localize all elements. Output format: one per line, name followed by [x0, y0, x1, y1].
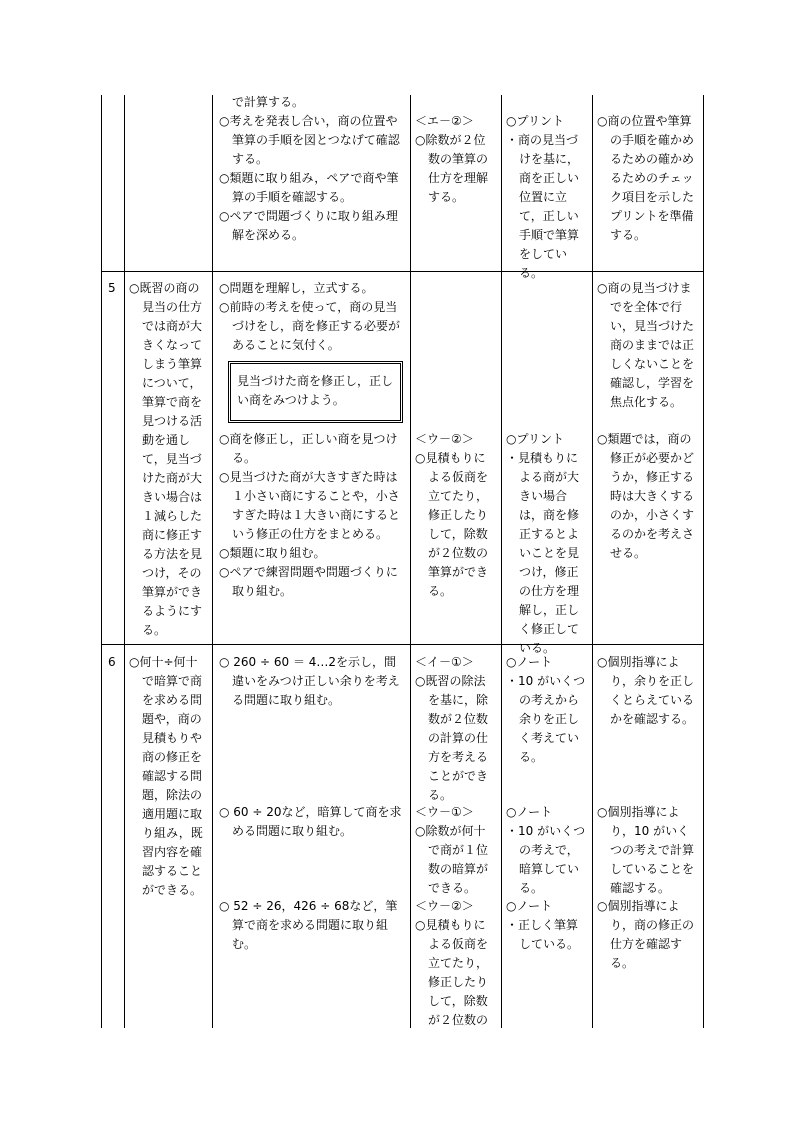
row6a-support-list [597, 653, 699, 729]
top-support-list [597, 112, 699, 245]
row5-activity-b [219, 430, 405, 601]
cell-line: ・10 がいくつの考えで，暗算している。 [506, 824, 586, 895]
cell-line: ○類題に取り組む。 [219, 546, 326, 560]
grid-line-v0 [101, 95, 102, 1028]
row6b-evaluation-list [506, 803, 588, 898]
cell-line: ○除数が２位数の筆算の仕方を理解する。 [415, 133, 489, 204]
row6a-criteria-cell [415, 653, 497, 805]
row6b-criteria-list [415, 803, 497, 898]
cell-line: ○見積もりによる仮商を立てたり，修正したりして，除数が２位数の [415, 918, 489, 1027]
cell-line: ・見積もりによる商が大きい場合は，商を修正するとよいことを見つけ，修正の仕方を理解し，正しく修正している。 [506, 451, 580, 655]
row5-evaluation-cell [506, 430, 588, 658]
top-activity-cell [219, 93, 405, 245]
cell-line: ○ノート [506, 655, 553, 669]
row5-support-b [597, 430, 699, 563]
row6b-evaluation-cell [506, 803, 588, 898]
row5-support-list-a [597, 279, 699, 412]
cell-line: ○除数が何十で商が１位数の暗算ができる。 [415, 824, 489, 895]
cell-line: ○商の見当づけまでを全体で行い，見当づけた商のままでは正しくないことを確認し，学習を焦点化する。 [597, 281, 695, 409]
row-separator [101, 271, 704, 272]
row5-support-list-b [597, 430, 699, 563]
row6a-activity-list [219, 653, 405, 710]
cell-line: ○考えを発表し合い，商の位置や筆算の手順を図とつなげて確認する。 [219, 114, 400, 166]
top-criteria-cell [415, 112, 497, 207]
top-criteria-list [415, 112, 497, 207]
lesson-goal-box [228, 361, 403, 423]
cell-line: ○プリント [506, 114, 564, 128]
cell-line: で計算する。 [232, 95, 305, 109]
row6b-activity-cell [219, 803, 405, 841]
cell-line: ○ノート [506, 805, 553, 819]
top-evaluation-cell [506, 112, 588, 283]
grid-line-v4 [501, 95, 502, 1028]
cell-line: ○類題では，商の修正が必要かどうか，修正する時は大きくするのか，小さくするのかを考えさせる。 [597, 432, 695, 560]
row6b-support-cell [597, 803, 699, 898]
row6c-evaluation-cell [506, 897, 588, 954]
cell-line: ○プリント [506, 432, 564, 446]
cell-line: ＜ウ－①＞ [415, 805, 474, 819]
cell-line: ○ 260 ÷ 60 ＝ 4…2を示し，間違いをみつけ正しい余りを考える問題に取り組む。 [219, 655, 400, 707]
row6b-activity-list [219, 803, 405, 841]
row6a-criteria-list [415, 653, 497, 805]
cell-line: ○問題を理解し，立式する。 [219, 281, 374, 295]
cell-line: ○見当づけた商が大きすぎた時は１小さい商にすることや，小さすぎた時は１大きい商にするという修正の仕方をまとめる。 [219, 470, 401, 541]
row6b-criteria-cell [415, 803, 497, 898]
cell-line: ○ 60 ÷ 20など，暗算して商を求める問題に取り組む。 [219, 805, 402, 838]
cell-line: ・正しく筆算している。 [506, 918, 580, 951]
cell-line: ○前時の考えを使って，商の見当づけをし，商を修正する必要があることに気付く。 [219, 300, 401, 352]
row5-activity-list-b [219, 430, 405, 601]
cell-line: ○ペアで練習問題や問題づくりに取り組む。 [219, 565, 398, 598]
cell-line: ・10 がいくつの考えから余りを正しく考えている。 [506, 674, 586, 764]
row6c-evaluation-list [506, 897, 588, 954]
row6-goal: ○何十÷何十で暗算で商を求める問題や，商の見積もりや商の修正を確認する問題，除法の適用題に取り組み，既習内容を確認することができる。 [129, 655, 203, 897]
row-number-5: 5 [108, 281, 116, 295]
row6c-support-list [597, 897, 699, 973]
cell-line: ＜ウ－②＞ [415, 432, 474, 446]
row6-goal-cell [129, 653, 208, 900]
top-evaluation-list [506, 112, 588, 283]
grid-line-v1 [124, 95, 125, 1028]
row6c-activity-cell [219, 897, 405, 954]
cell-line: ○類題に取り組み，ペアで商や筆算の手順を確認する。 [219, 171, 399, 204]
top-support-cell [597, 112, 699, 245]
row5-criteria-cell [415, 430, 497, 601]
row6a-support-cell [597, 653, 699, 729]
row-number-6: 6 [108, 655, 116, 669]
row-separator [101, 644, 704, 645]
row5-evaluation-list [506, 430, 588, 658]
grid-line-v5 [592, 95, 593, 1028]
cell-line: ・商の見当づけを基に，商を正しい位置に立て，正しい手順で筆算をしている。 [506, 133, 580, 280]
row6a-evaluation-list [506, 653, 588, 767]
cell-line: ＜ウ－②＞ [415, 899, 474, 913]
cell-line: ○個別指導により，余りを正しくとらえているかを確認する。 [597, 655, 695, 726]
row5-support-a [597, 279, 699, 412]
cell-line: ＜エ－②＞ [415, 114, 474, 128]
row6b-support-list [597, 803, 699, 898]
row5-goal-cell [129, 279, 208, 640]
row6c-criteria-list [415, 897, 497, 1030]
row6c-activity-list [219, 897, 405, 954]
cell-line: ○ 52 ÷ 26，426 ÷ 68など，筆算で商を求める問題に取り組む。 [219, 899, 398, 951]
row6a-evaluation-cell [506, 653, 588, 767]
grid-line-v2 [212, 95, 213, 1028]
cell-line: ○ノート [506, 899, 553, 913]
cell-line: ○商を修正し，正しい商を見つける。 [219, 432, 398, 465]
lesson-goal-text: 見当づけた商を修正し，正しい商をみつけよう。 [237, 374, 394, 407]
cell-line: ○商の位置や筆算の手順を確かめるための確かめるためのチェック項目を示したプリントを準備する。 [597, 114, 695, 242]
top-activity-list [219, 93, 405, 245]
cell-line: ○個別指導により，商の修正の仕方を確認する。 [597, 899, 695, 970]
row6a-activity-cell [219, 653, 405, 710]
row5-activity-list-a [219, 279, 405, 355]
cell-line: ○見積もりによる仮商を立てたり，修正したりして，除数が２位数の筆算ができる。 [415, 451, 489, 598]
cell-line: ○ペアで問題づくりに取り組み理解を深める。 [219, 209, 398, 242]
row5-criteria-list [415, 430, 497, 601]
row6c-support-cell [597, 897, 699, 973]
cell-line: ＜イ－①＞ [415, 655, 474, 669]
cell-line: ○個別指導により，10 がいくつの考えで計算していることを確認する。 [597, 805, 695, 895]
grid-line-v6 [703, 95, 704, 1028]
row5-goal: ○既習の商の見当の仕方では商が大きくなってしまう筆算について，筆算で商を見つける活動を通して，見当づけた商が大きい場合は１減らした商に修正する方法を見つけ，その筆算ができるようにする。 [129, 281, 203, 637]
cell-line: ○既習の除法を基に，除数が２位数の計算の仕方を考えることができる。 [415, 674, 489, 802]
row5-activity-a [219, 279, 405, 355]
grid-line-v3 [410, 95, 411, 1028]
row6c-criteria-cell [415, 897, 497, 1030]
